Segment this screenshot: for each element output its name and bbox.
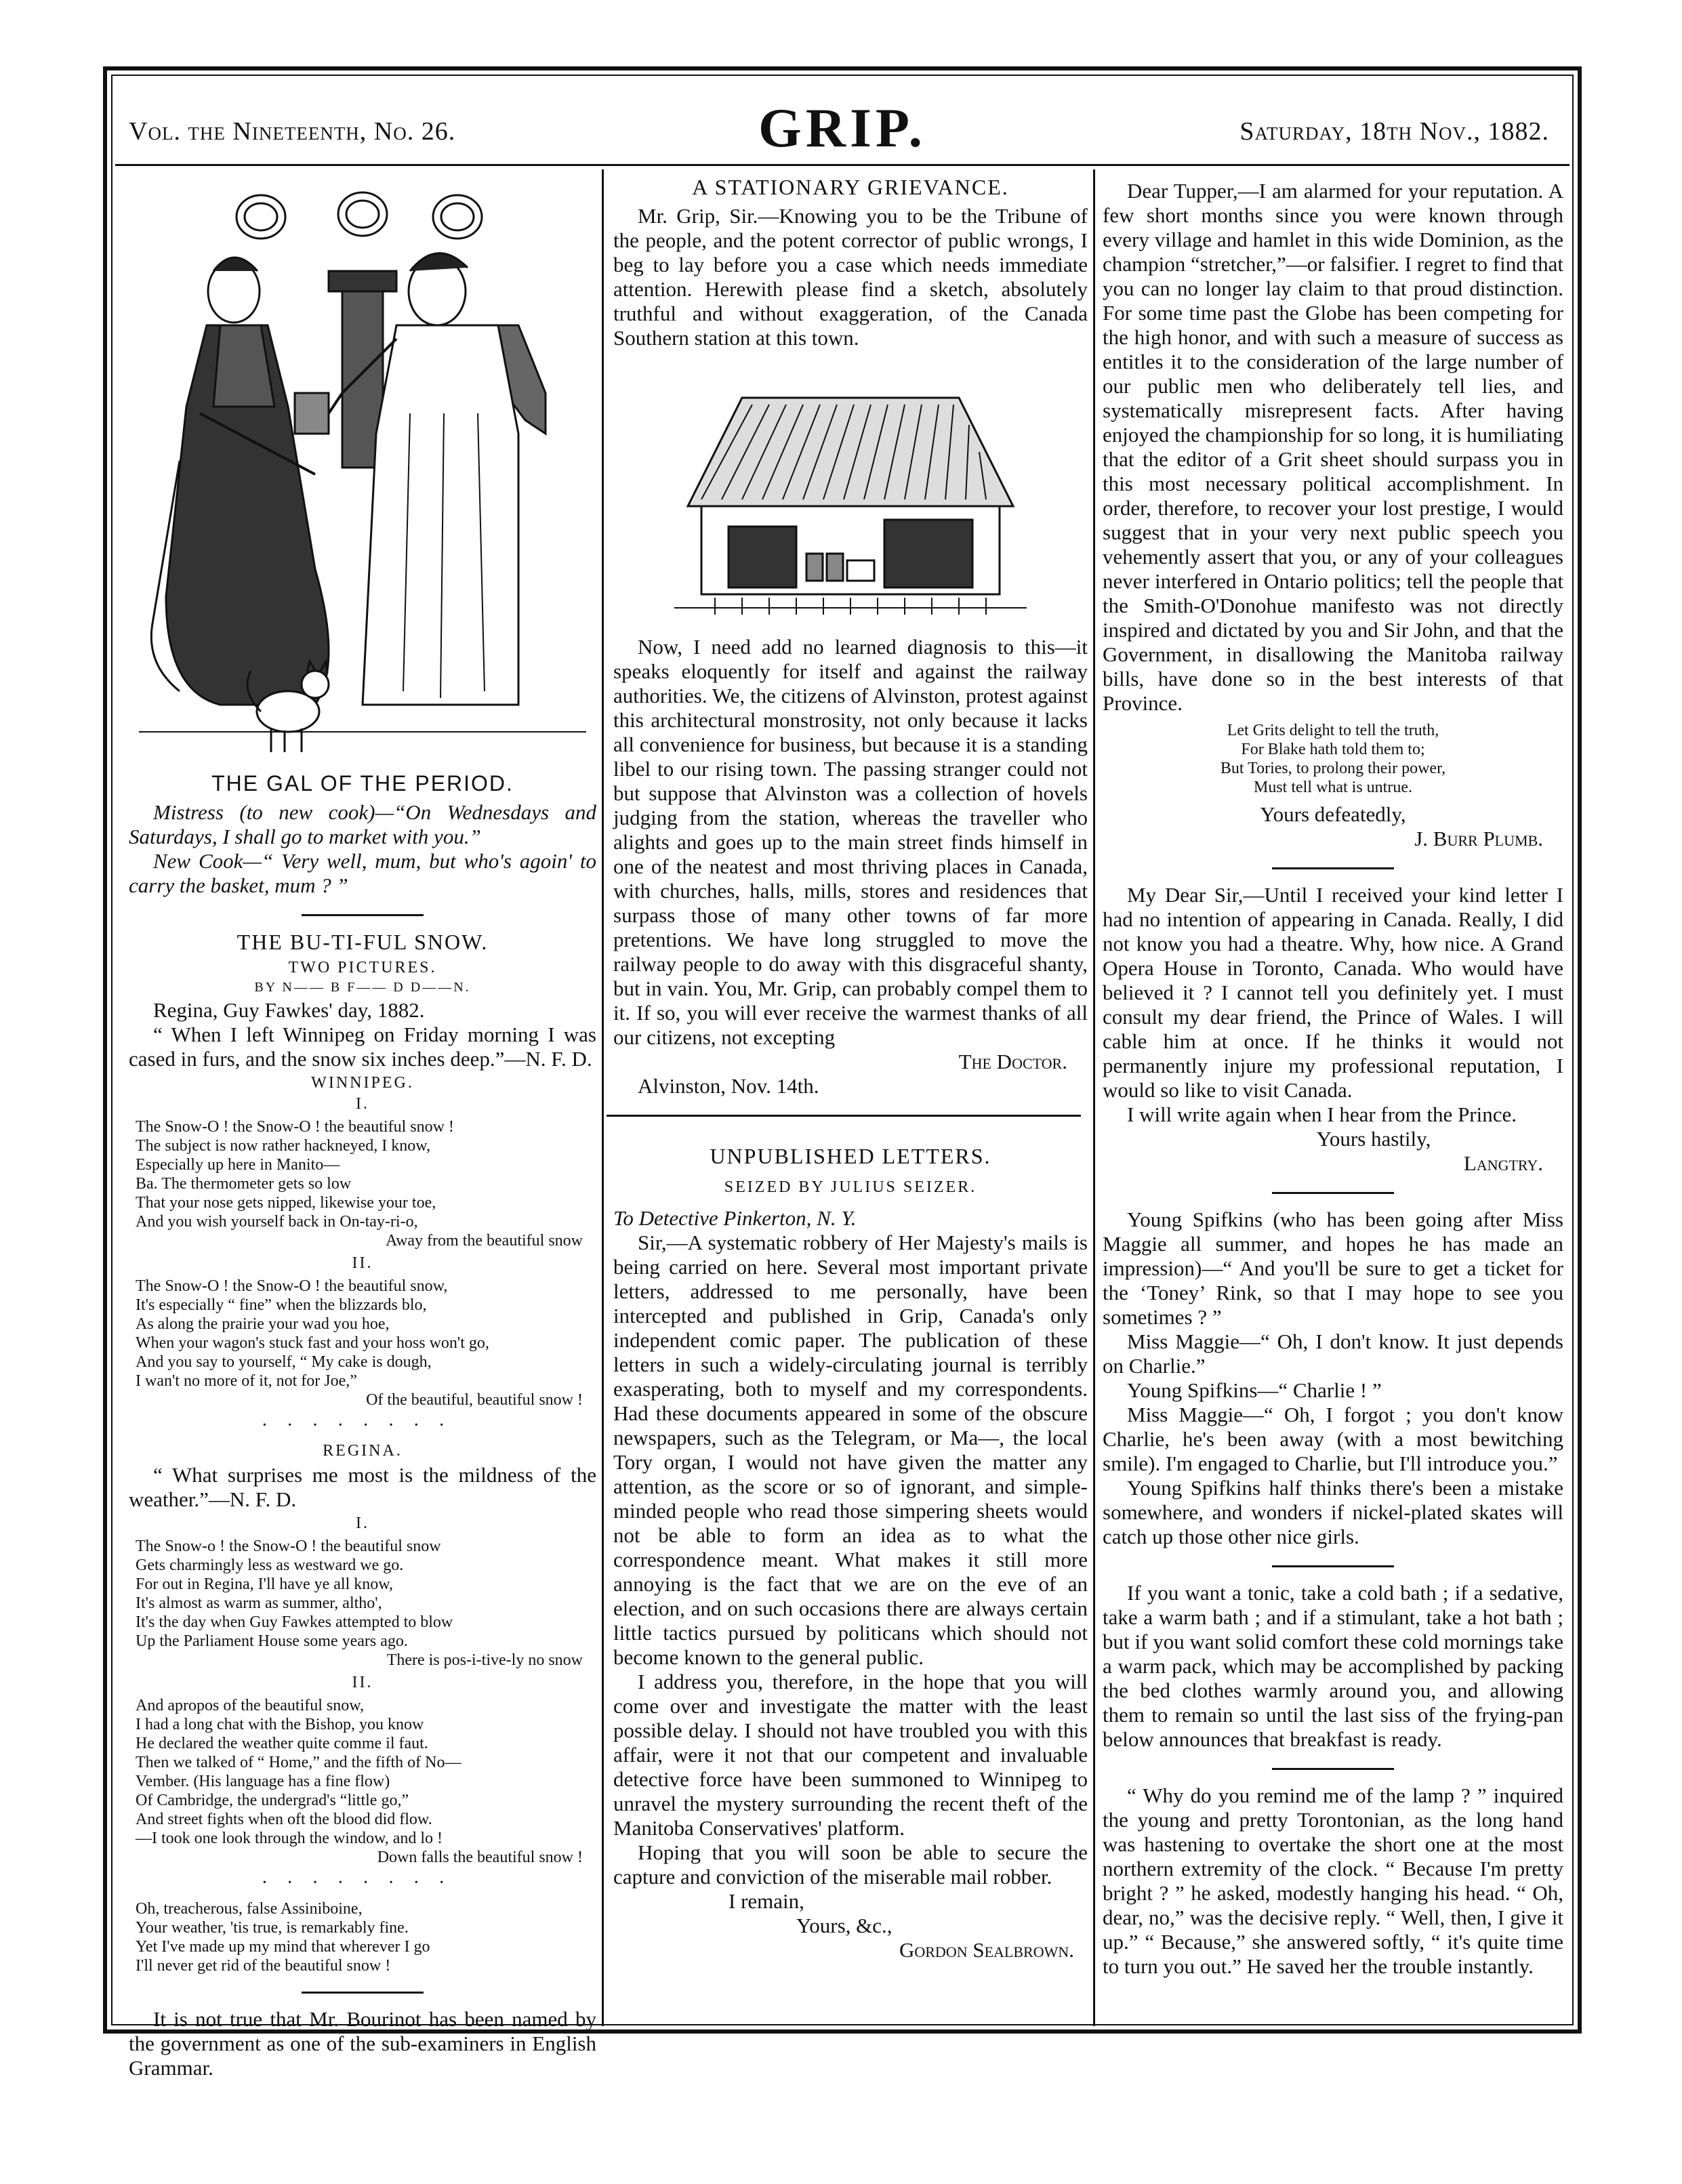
stanza-number: II.	[352, 1254, 373, 1272]
cartoon-title: THE GAL OF THE PERIOD.	[211, 771, 514, 796]
grievance-place: Alvinston, Nov. 14th.	[638, 1074, 819, 1098]
spifkins-paragraph-4: Miss Maggie—“ Oh, I forgot ; you don't know Charlie, he's been away (with a most bewitching smile). I'm engaged to Charlie, but I'll introduce you.”	[1103, 1403, 1563, 1475]
poem-line: And street fights when oft the blood did flow.	[136, 1811, 432, 1828]
poem-line: There is pos-i-tive-ly no snow	[386, 1651, 583, 1669]
poem-line: It's almost as warm as summer, altho',	[136, 1594, 382, 1612]
regina-intro: “ What surprises me most is the mildness of the weather.”—N. F. D.	[129, 1463, 596, 1511]
issue-date: Saturday, 18th Nov., 1882.	[1239, 117, 1549, 146]
letters-paragraph-3: Hoping that you will soon be able to secure the capture and conviction of the miserable mail robber.	[613, 1840, 1088, 1889]
poem-line: Your weather, 'tis true, is remarkably fine.	[136, 1919, 409, 1937]
snow-poem-dateline: Regina, Guy Fawkes' day, 1882.	[153, 998, 425, 1022]
poem-line: It's especially “ fine” when the blizzards blo,	[136, 1296, 427, 1314]
poem-line: That your nose gets nipped, likewise your toe,	[136, 1194, 436, 1212]
tupper-letter: Dear Tupper,—I am alarmed for your reputation. A few short months since you were known through every village and hamlet in this wide Dominion, as the champion “stretcher,”—or falsifier. I regret to find that you can no longer lay claim to that proud distinction. For some time past the Globe has been competing for the high honor, and with such a measure of success as entitles it to the consideration of the large number of our public men who deliberately tell lies, and systematically misrepresent facts. After having enjoyed the championship for so long, it is humiliating that the editor of a Grit sheet should surpass you in this most necessary political accomplishment. In order, therefore, to recover your lost prestige, I would suggest that in your very next public speech you vehemently assert that you, or any of your colleagues never interfered in Ontario politics; tell the people that the Smith-O'Donohue manifesto was not directly inspired and dictated by you and Sir John, and that the Government, in disallowing the Manitoba railway bills, have done so in the best interests of that Province.	[1103, 179, 1563, 715]
letters-signature: Gordon Sealbrown.	[899, 1938, 1074, 1962]
poem-stanza-4	[136, 1696, 596, 1867]
separator-rule	[1272, 1192, 1394, 1194]
snow-poem-intro: “ When I left Winnipeg on Friday morning I was cased in furs, and the snow six inches deep.”—N. F. D.	[129, 1023, 596, 1071]
poem-stanza-3	[136, 1537, 596, 1670]
spifkins-paragraph-3: Young Spifkins—“ Charlie ! ”	[1127, 1378, 1382, 1402]
volume-number: Vol. the Nineteenth, No. 26.	[129, 117, 456, 146]
lamp-paragraph: “ Why do you remind me of the lamp ? ” inquired the young and pretty Torontonian, as the long hand was hastening to overtake the short one at the most northern extremity of the clock. “ Because I'm pretty bright ? ” he asked, modestly hanging his head. “ Oh, dear, no,” was the decisive reply. “ Well, then, I give it up.” “ Because,” she answered softly, “ it's quite time to turn you out.” He saved her the trouble instantly.	[1103, 1784, 1563, 1978]
winnipeg-heading: WINNIPEG.	[311, 1074, 414, 1092]
letters-subtitle: SEIZED BY JULIUS SEIZER.	[724, 1178, 977, 1196]
stanza-number: I.	[356, 1515, 369, 1532]
verse-line: For Blake hath told them to;	[1241, 741, 1425, 758]
poem-line: Down falls the beautiful snow !	[377, 1849, 583, 1866]
cartoon-caption-mistress: Mistress (to new cook)—“On Wednesdays and Saturdays, I shall go to market with you.”	[129, 800, 596, 848]
poem-line: The subject is now rather hackneyed, I know,	[136, 1137, 430, 1155]
poem-line: The Snow-o ! the Snow-O ! the beautiful snow	[136, 1538, 441, 1555]
poem-line: As along the prairie your wad you hoe,	[136, 1315, 390, 1333]
poem-line: And apropos of the beautiful snow,	[136, 1697, 365, 1714]
letters-closing: I remain,	[729, 1889, 804, 1913]
separator-rule	[302, 1992, 424, 1994]
grievance-title: A STATIONARY GRIEVANCE.	[692, 175, 1009, 199]
poem-stanza-5	[136, 1899, 596, 1975]
cartoon-illustration	[139, 190, 586, 759]
poem-stanza-1	[136, 1117, 596, 1250]
tonic-paragraph: If you want a tonic, take a cold bath ; if a sedative, take a warm bath ; and if a stimulant, take a hot bath ; but if you want solid comfort these cold mornings take a warm pack, which may be accomplished by packing the bed clothes warmly around you, and allowing them to remain so until the last siss of the frying-pan below announces that breakfast is ready.	[1103, 1581, 1563, 1751]
grievance-signature: The Doctor.	[958, 1050, 1067, 1073]
langtry-letter-2: I will write again when I hear from the Prince.	[1127, 1103, 1517, 1126]
column-3	[1103, 169, 1563, 2018]
separator-rule	[1272, 1768, 1394, 1770]
poem-line: Vember. (His language has a fine flow)	[136, 1773, 390, 1790]
poem-stanza-2	[136, 1277, 596, 1409]
snow-poem-byline: BY N—— B F—— D D——N.	[254, 980, 471, 995]
langtry-closing: Yours hastily,	[1316, 1127, 1431, 1151]
letters-yours: Yours, &c.,	[796, 1914, 893, 1937]
verse-line: Let Grits delight to tell the truth,	[1227, 722, 1439, 739]
regina-heading: REGINA.	[323, 1442, 403, 1460]
poem-line: The Snow-O ! the Snow-O ! the beautiful snow !	[136, 1118, 454, 1136]
poem-line: Of the beautiful, beautiful snow !	[366, 1391, 583, 1409]
stanza-number: I.	[356, 1095, 369, 1113]
ellipsis-dots: ········	[261, 1872, 464, 1893]
poem-line: Of Cambridge, the undergrad's “little go,”	[136, 1792, 409, 1809]
letters-paragraph-2: I address you, therefore, in the hope that you will come over and investigate the matter with the least possible delay. I should not have troubled you with this affair, were it not that our competent and invaluable detective force have been summoned to Winnipeg to unravel the mystery surrounding the recent theft of the Manitoba Conservatives' platform.	[613, 1670, 1088, 1840]
verse-line: But Tories, to prolong their power,	[1220, 760, 1446, 777]
grievance-paragraph-1: Mr. Grip, Sir.—Knowing you to be the Tribune of the people, and the potent corrector of public wrongs, I beg to lay before you a case which needs immediate attention. Herewith please find a sketch, absolutely truthful and without exaggeration, of the Canada Southern station at this town.	[613, 204, 1088, 350]
poem-line: Then we talked of “ Home,” and the fifth of No—	[136, 1754, 461, 1771]
poem-line: It's the day when Guy Fawkes attempted to blow	[136, 1613, 453, 1631]
stanza-number: II.	[352, 1674, 373, 1691]
poem-line: Especially up here in Manito—	[136, 1156, 340, 1174]
poem-line: I wan't no more of it, not for Joe,”	[136, 1372, 357, 1390]
separator-rule	[1272, 1565, 1394, 1567]
column-1	[129, 169, 596, 2080]
separator-rule	[1272, 867, 1394, 869]
masthead-rule	[115, 164, 1570, 166]
verse-line: Must tell what is untrue.	[1254, 779, 1412, 796]
poem-line: Ba. The thermometer gets so low	[136, 1175, 352, 1193]
poem-line: When your wagon's stuck fast and your hoss won't go,	[136, 1334, 489, 1352]
poem-line: Away from the beautiful snow	[385, 1232, 583, 1250]
grievance-paragraph-2: Now, I need add no learned diagnosis to this—it speaks eloquently for itself and against the railway authorities. We, the citizens of Alvinston, protest against this architectural monstrosity, not only because it lacks all convenience for business, but because it is a standing libel to our rising town. The passing stranger could not but suppose that Alvinston was a collection of hovels judging from the station, whereas the traveller who alights and goes up to the main street finds himself in one of the neatest and most thriving places in Canada, with churches, halls, mills, stores and residences that surpass those of many other towns of far more pretentions. We have long struggled to move the railway people to do away with this disgraceful shanty, but in vain. You, Mr. Grip, can probably compel them to it. If so, you will ever receive the warmest thanks of all our citizens, not excepting	[613, 635, 1088, 1049]
poem-line: I had a long chat with the Bishop, you know	[136, 1716, 424, 1733]
poem-line: For out in Regina, I'll have ye all know,	[136, 1575, 394, 1593]
letters-title: UNPUBLISHED LETTERS.	[710, 1144, 991, 1168]
snow-poem-subtitle: TWO PICTURES.	[288, 959, 437, 976]
separator-rule	[607, 1115, 1081, 1117]
poem-line: And you say to yourself, “ My cake is dough,	[136, 1353, 432, 1371]
column-rule-2	[1093, 169, 1095, 2026]
poem-line: Oh, treacherous, false Assiniboine,	[136, 1900, 363, 1918]
letters-addressee: To Detective Pinkerton, N. Y.	[613, 1206, 857, 1230]
ellipsis-dots: ········	[261, 1415, 464, 1436]
tupper-closing: Yours defeatedly,	[1260, 802, 1406, 826]
tupper-verse	[1103, 721, 1563, 797]
poem-line: I'll never get rid of the beautiful snow !	[136, 1957, 391, 1975]
poem-line: Yet I've made up my mind that wherever I go	[136, 1938, 430, 1956]
cartoon-caption-cook: New Cook—“ Very well, mum, but who's agoin' to carry the basket, mum ? ”	[129, 849, 596, 897]
spifkins-paragraph-2: Miss Maggie—“ Oh, I don't know. It just depends on Charlie.”	[1103, 1330, 1563, 1378]
letters-paragraph-1: Sir,—A systematic robbery of Her Majesty's mails is being carried on here. Several most important private letters, addressed to me personally, have been intercepted and published in Grip, Canada's only independent comic paper. The publication of these letters in such a widely-circulating journal is terribly exasperating, both to myself and my correspondents. Had these documents appeared in some of the obscure newspapers, such as the Telegram, or Ma—, the local Tory organ, I would not have given the matter any attention, as the score or so of ignorant, and simple-minded people who read those simpering sheets would not be able to form an idea as to what the correspondence meant. What makes it still more annoying is the fact that we are on the eve of an election, and on such occasions there are always certain little tactics pursued by politicans which should not become known to the general public.	[613, 1231, 1088, 1669]
poem-line: Gets charmingly less as westward we go.	[136, 1557, 404, 1574]
poem-line: The Snow-O ! the Snow-O ! the beautiful snow,	[136, 1277, 448, 1295]
poem-line: He declared the weather quite comme il faut.	[136, 1735, 428, 1752]
tupper-signature: J. Burr Plumb.	[1414, 827, 1543, 850]
masthead	[115, 97, 1570, 163]
station-sketch-illustration	[661, 371, 1040, 621]
spifkins-paragraph-1: Young Spifkins (who has been going after Miss Maggie all summer, and hopes he has made an impression)—“ And you'll be sure to get a ticket for the ‘Toney’ Rink, so that I may hope to see you sometimes ? ”	[1103, 1208, 1563, 1329]
snow-poem-title: THE BU-TI-FUL SNOW.	[237, 930, 489, 954]
langtry-letter: My Dear Sir,—Until I received your kind letter I had no intention of appearing in Canada. Really, I did not know you had a theatre. Why, how nice. A Grand Opera House in Toronto, Canada. Who would have believed it ? I cannot tell you definitely yet. I must consult my dear friend, the Prince of Wales. I will cable him at once. If he thinks it would not permanently injure my professional reputation, I would so like to visit Canada.	[1103, 883, 1563, 1102]
spifkins-paragraph-5: Young Spifkins half thinks there's been a mistake somewhere, and wonders if nickel-plated skates will catch up those other nice girls.	[1103, 1476, 1563, 1548]
column-rule-1	[602, 169, 604, 2026]
bourinot-paragraph: It is not true that Mr. Bourinot has been named by the government as one of the sub-examiners in English Grammar.	[129, 2007, 596, 2080]
separator-rule	[302, 914, 424, 916]
langtry-signature: Langtry.	[1463, 1151, 1543, 1175]
column-2	[613, 169, 1088, 2018]
poem-line: Up the Parliament House some years ago.	[136, 1632, 408, 1650]
newspaper-title: GRIP.	[758, 97, 926, 159]
poem-line: And you wish yourself back in On-tay-ri-o,	[136, 1213, 418, 1231]
poem-line: —I took one look through the window, and lo !	[136, 1830, 443, 1847]
